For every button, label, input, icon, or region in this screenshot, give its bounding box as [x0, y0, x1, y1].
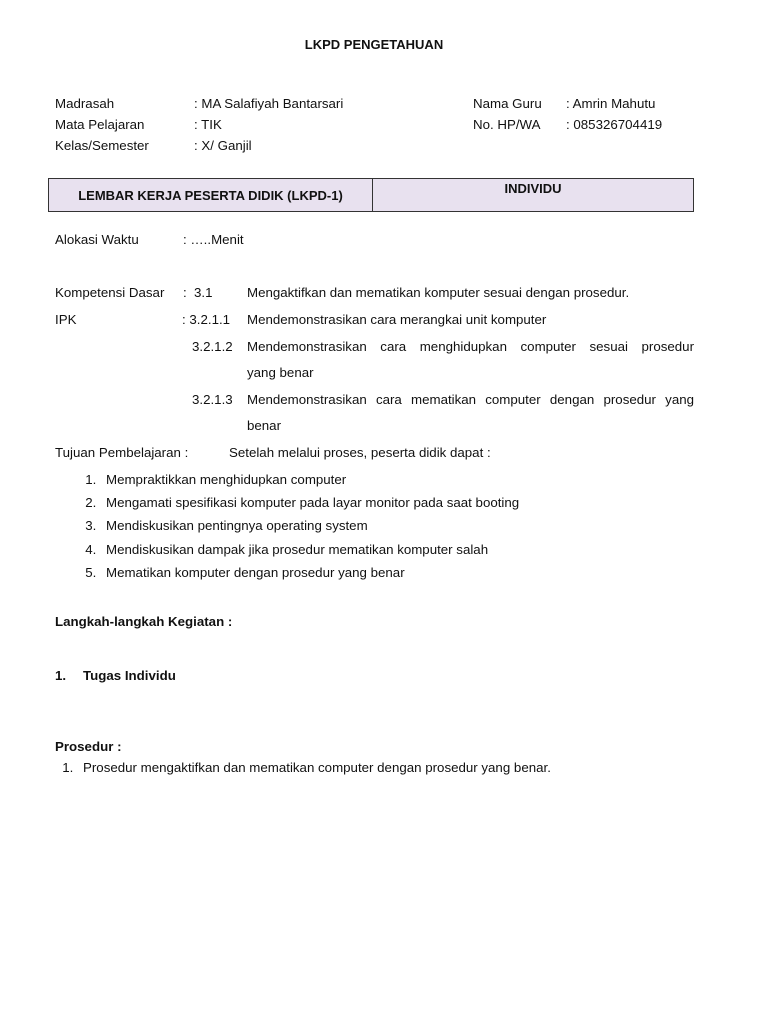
ipk-number-3: 3.2.1.3 — [192, 392, 233, 407]
tujuan-item: 3. Mendiskusikan pentingnya operating system — [100, 516, 519, 539]
tujuan-intro: Setelah melalui proses, peserta didik dapat : — [229, 445, 491, 460]
kd-label: Kompetensi Dasar — [55, 285, 165, 300]
tujuan-item: 4. Mendiskusikan dampak jika prosedur mematikan komputer salah — [100, 540, 519, 563]
alokasi-value: : …..Menit — [183, 232, 244, 247]
kd-colon: : — [183, 285, 187, 300]
mapel-label: Mata Pelajaran — [55, 117, 145, 132]
mapel-value: : TIK — [194, 117, 222, 132]
tujuan-item: 1. Mempraktikkan menghidupkan computer — [100, 470, 519, 493]
kd-text: Mengaktifkan dan mematikan komputer sesuai dengan prosedur. — [247, 285, 630, 300]
madrasah-value: : MA Salafiyah Bantarsari — [194, 96, 344, 111]
prosedur-item: 1. Prosedur mengaktifkan dan mematikan computer dengan prosedur yang benar. — [77, 759, 551, 777]
tujuan-item: 5. Mematikan komputer dengan prosedur yang benar — [100, 563, 519, 586]
ipk-text-3: Mendemonstrasikan cara mematikan computer dengan prosedur yang — [247, 392, 694, 407]
ipk-text-2-cont: yang benar — [247, 365, 314, 380]
tujuan-list — [50, 470, 519, 586]
header-cell-title: LEMBAR KERJA PESERTA DIDIK (LKPD-1) — [49, 179, 373, 211]
tujuan-label: Tujuan Pembelajaran : — [55, 445, 189, 460]
alokasi-label: Alokasi Waktu — [55, 232, 139, 247]
ipk-text-3-cont: benar — [247, 418, 282, 433]
prosedur-list — [22, 759, 551, 777]
kelas-label: Kelas/Semester — [55, 138, 149, 153]
tujuan-item: 2. Mengamati spesifikasi komputer pada layar monitor pada saat booting — [100, 493, 519, 516]
ipk-text-1: Mendemonstrasikan cara merangkai unit komputer — [247, 312, 547, 327]
ipk-label: IPK — [55, 312, 77, 327]
page-title: LKPD PENGETAHUAN — [304, 37, 444, 52]
ipk-text-2: Mendemonstrasikan cara menghidupkan computer sesuai prosedur — [247, 339, 694, 354]
ipk-number-1: : 3.2.1.1 — [182, 312, 231, 327]
langkah-heading: Langkah-langkah Kegiatan : — [55, 614, 233, 629]
tugas-number: 1. — [55, 668, 67, 683]
tugas-heading: Tugas Individu — [83, 668, 176, 683]
kd-number: 3.1 — [194, 285, 213, 300]
prosedur-heading: Prosedur : — [55, 739, 122, 754]
header-cell-mode: INDIVIDU — [504, 181, 562, 196]
lkpd-header-table — [48, 178, 694, 212]
guru-value: : Amrin Mahutu — [566, 96, 656, 111]
guru-label: Nama Guru — [473, 96, 542, 111]
hp-label: No. HP/WA — [473, 117, 541, 132]
madrasah-label: Madrasah — [55, 96, 115, 111]
kelas-value: : X/ Ganjil — [194, 138, 252, 153]
hp-value: : 085326704419 — [566, 117, 663, 132]
ipk-number-2: 3.2.1.2 — [192, 339, 233, 354]
